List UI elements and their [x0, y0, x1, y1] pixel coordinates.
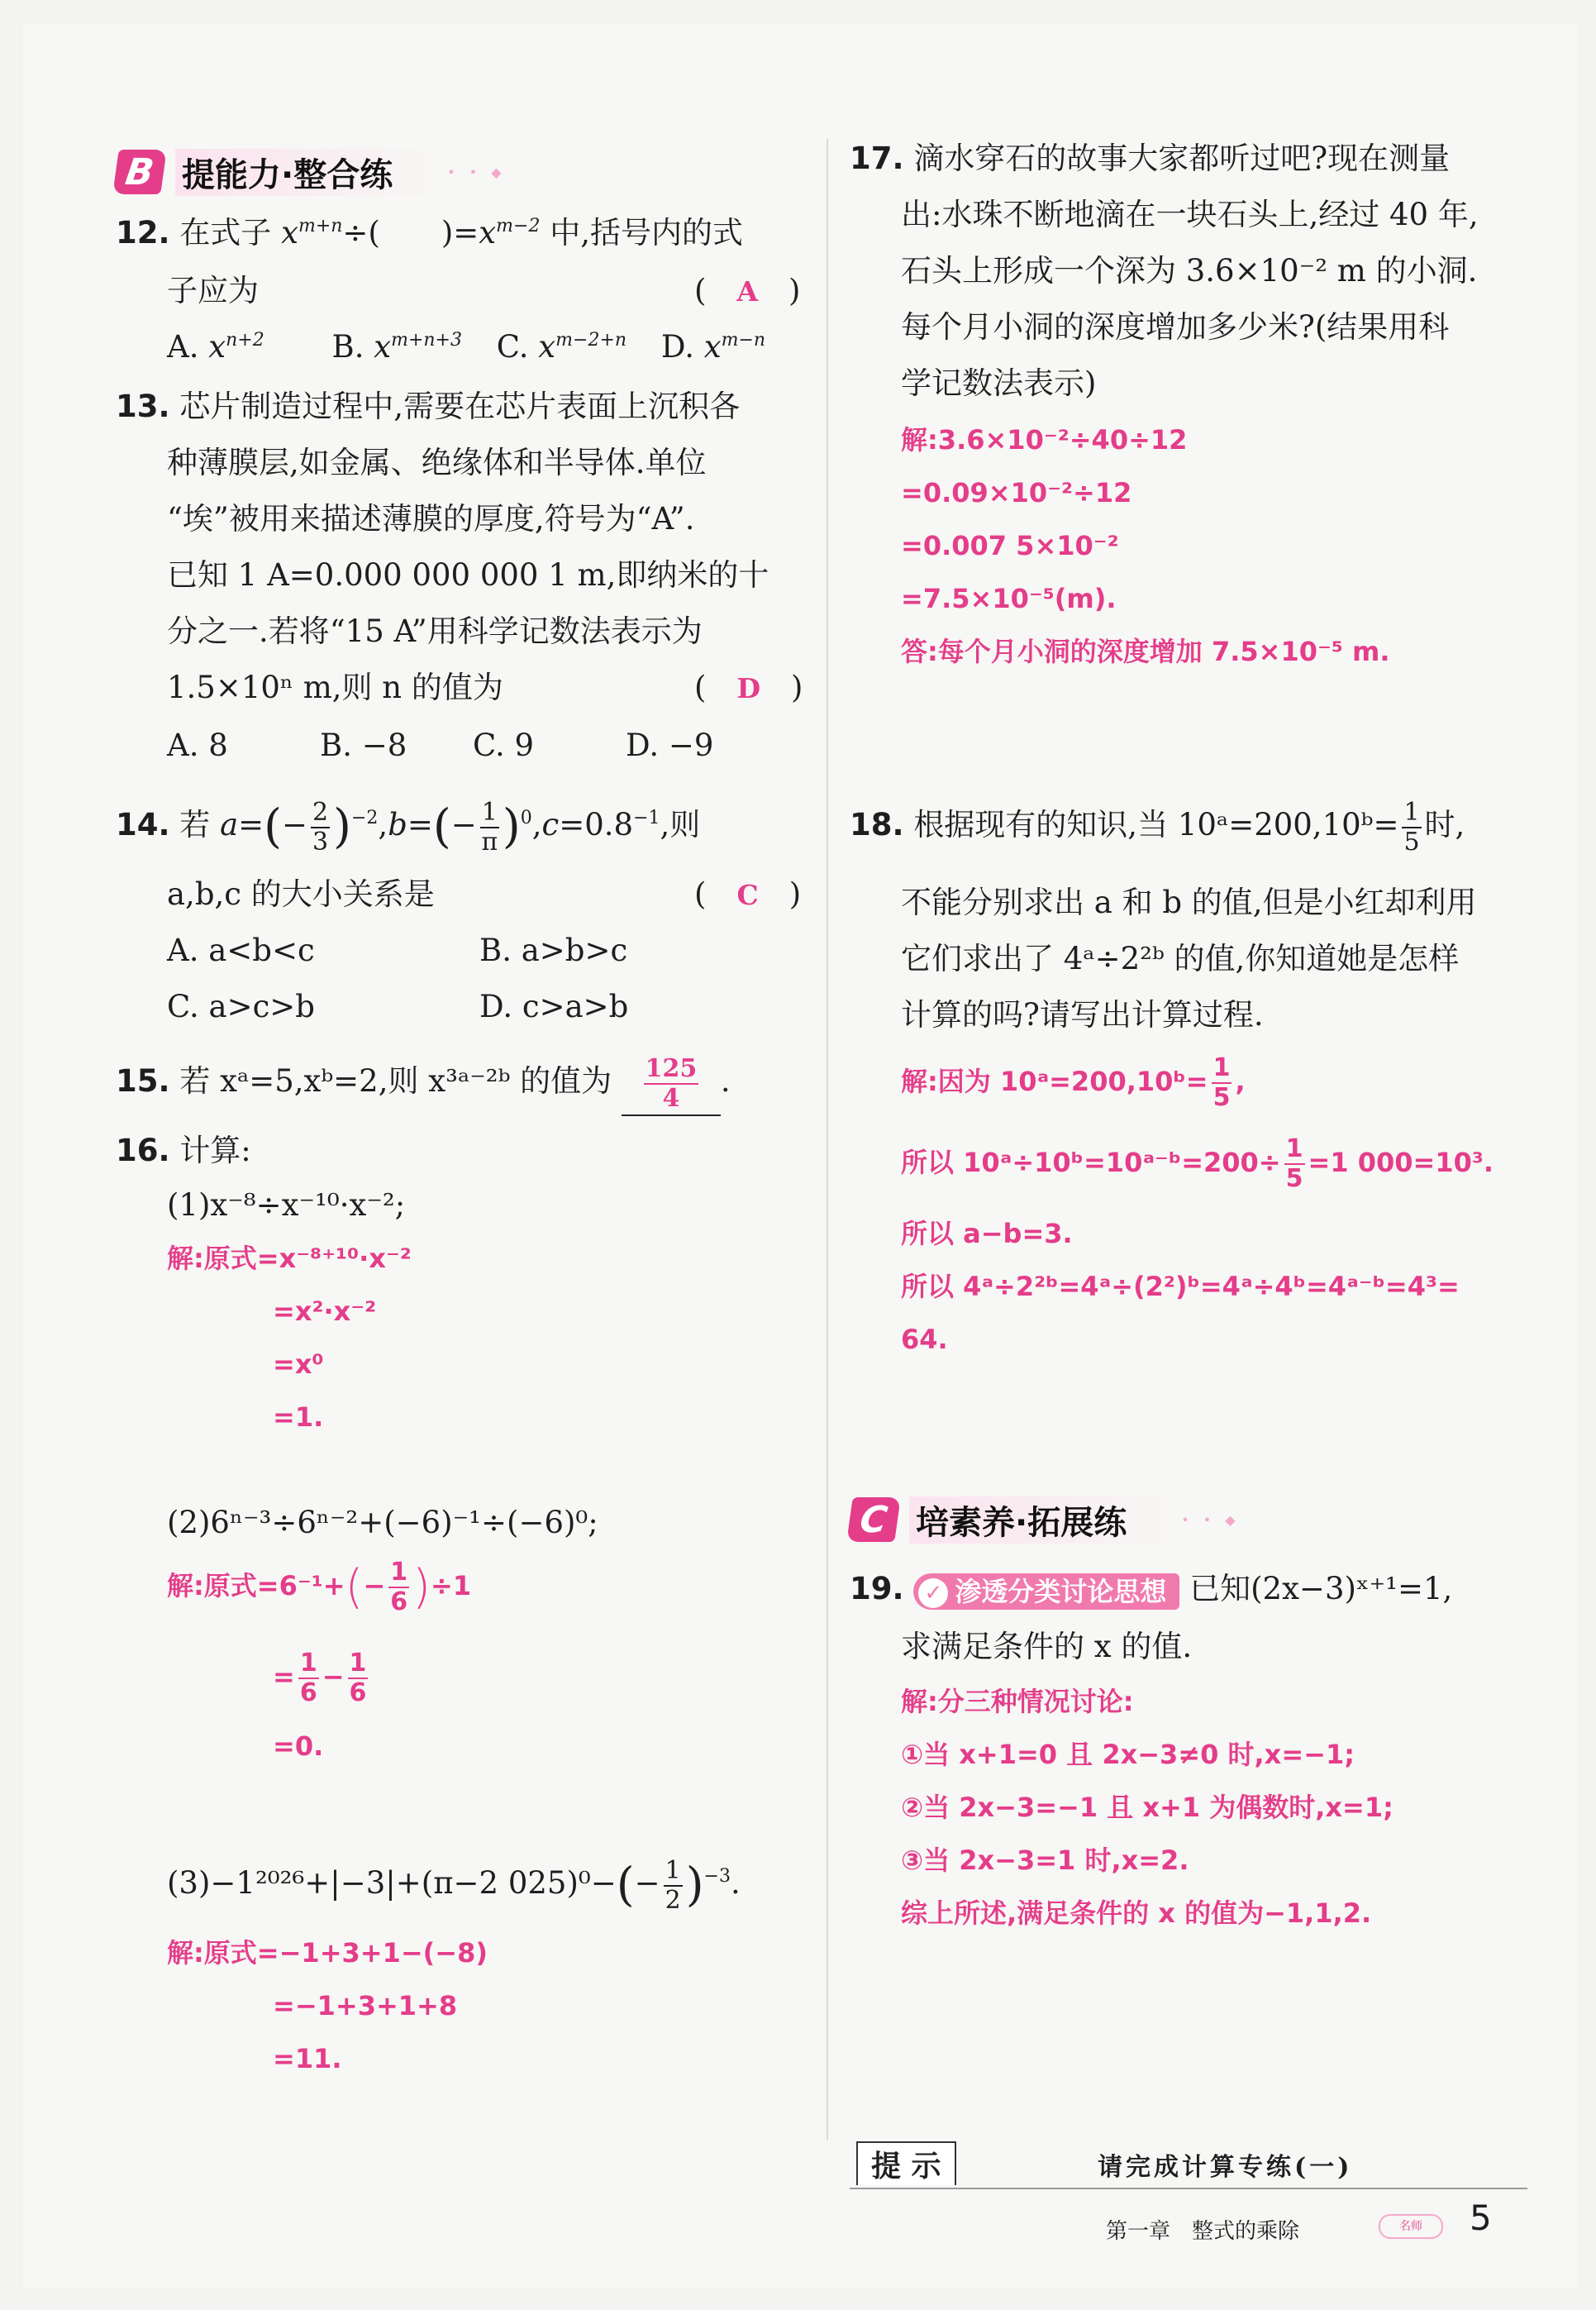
q16-s3-line3: =11.: [273, 2043, 342, 2074]
hint-label: 提 示: [856, 2141, 956, 2185]
q17-line-1: 17. 滴水穿石的故事大家都听过吧?现在测量: [850, 141, 1451, 176]
q12-answer: ( A ): [694, 273, 801, 308]
q17-sol-5: 答:每个月小洞的深度增加 7.5×10⁻⁵ m.: [901, 636, 1390, 667]
q18-sol-1: 解:因为 10ᵃ=200,10ᵇ= $\frac{1}{5}$ ,: [901, 1053, 1246, 1112]
q18-sol-3: 所以 a−b=3.: [901, 1218, 1073, 1249]
q18-sol-5: 64.: [901, 1324, 948, 1355]
q19-stem-2: 求满足条件的 x 的值.: [901, 1629, 1193, 1664]
q18-sol-4: 所以 4ᵃ÷2²ᵇ=4ᵃ÷(2²)ᵇ=4ᵃ÷4ᵇ=4ᵃ⁻ᵇ=4³=: [901, 1271, 1460, 1302]
q12-stem: 12. 在式子 $x^{m+n}\div$( )$=x^{m-2}$ 中,括号内的式: [116, 215, 743, 251]
right-column: [850, 139, 1527, 2289]
chapter-title: 第一章 整式的乘除: [1106, 2219, 1300, 2244]
section-c-header: [850, 1495, 1241, 1544]
decor-dots: • • ◆: [1181, 1511, 1241, 1528]
q14-option-a: A. a<b<c: [167, 933, 315, 968]
q14-answer: ( C ): [694, 876, 802, 912]
q13-line-4: 已知 1 A=0.000 000 000 1 m,即纳米的十: [167, 557, 769, 593]
q17-line-2: 出:水珠不断地滴在一块石头上,经过 40 年,: [901, 197, 1479, 232]
q13-line-2: 种薄膜层,如金属、绝缘体和半导体.单位: [167, 445, 707, 480]
q16-part1: (1)x⁻⁸÷x⁻¹⁰·x⁻²;: [167, 1187, 406, 1223]
section-c-badge: C: [846, 1497, 901, 1542]
q18-line-2: 不能分别求出 a 和 b 的值,但是小红却利用: [901, 885, 1477, 920]
q19-tag: ✓ 渗透分类讨论思想: [913, 1573, 1179, 1610]
q17-line-5: 学记数法表示): [901, 365, 1097, 401]
section-c-title: 培素养·拓展练: [909, 1496, 1176, 1544]
q19-sol-5: 综上所述,满足条件的 x 的值为−1,1,2.: [901, 1897, 1372, 1929]
q16-s2-line2: = $\frac{1}{6}$ − $\frac{1}{6}$: [273, 1649, 367, 1707]
q14-stem: 14. 若 a=(− $\frac{2}{3}$ )$^{-2}$,b=(− $\frac{1}{\pi}$ )$^0,c=0.8^{-1}$,则: [116, 797, 701, 857]
q12-options: A. $x^{n+2}$ B. $x^{m+n+3}$ C. $x^{m-2+n}$ D. $x^{m-n}$: [167, 329, 766, 365]
q14-option-c: C. a>c>b: [167, 989, 315, 1024]
q19-sol-2: ①当 x+1=0 且 2x−3≠0 时,x=−1;: [901, 1739, 1355, 1770]
hint-text: 请完成计算专练(一): [1098, 2153, 1353, 2182]
q16-s1-line1: 解:原式=x⁻⁸⁺¹⁰·x⁻²: [167, 1243, 412, 1274]
q17-line-4: 每个月小洞的深度增加多少米?(结果用科: [901, 309, 1450, 345]
page: [23, 23, 1577, 2289]
q13-options: A. 8 B. −8 C. 9 D. −9: [167, 728, 714, 763]
q14-line-2: a,b,c 的大小关系是: [167, 876, 435, 912]
check-icon: ✓: [918, 1578, 948, 1608]
q17-sol-3: =0.007 5×10⁻²: [901, 530, 1119, 561]
q15-stem: 15. 若 xᵃ=5,xᵇ=2,则 x³ᵃ⁻²ᵇ 的值为 $\frac{125}{4}$ .: [116, 1048, 731, 1114]
q17-sol-4: =7.5×10⁻⁵(m).: [901, 583, 1117, 614]
q14-option-b: B. a>b>c: [479, 933, 628, 968]
q13-line-3: “埃”被用来描述薄膜的厚度,符号为“A”.: [167, 501, 695, 537]
brand-logo: 名师: [1379, 2214, 1443, 2239]
q16-s3-line1: 解:原式=−1+3+1−(−8): [167, 1937, 488, 1969]
q19-sol-1: 解:分三种情况讨论:: [901, 1686, 1134, 1717]
hint-box: [850, 2140, 1527, 2189]
q13-line-5: 分之一.若将“15 A”用科学记数法表示为: [167, 613, 703, 649]
page-number: 5: [1470, 2198, 1492, 2238]
q13-answer: ( D ): [694, 670, 803, 705]
section-b-header: [116, 147, 507, 197]
q19-stem: 19. ✓ 渗透分类讨论思想 已知(2x−3)ˣ⁺¹=1,: [850, 1569, 1452, 1610]
q17-line-3: 石头上形成一个深为 3.6×10⁻² m 的小洞.: [901, 253, 1478, 289]
q16-part2: (2)6ⁿ⁻³÷6ⁿ⁻²+(−6)⁻¹÷(−6)⁰;: [167, 1505, 598, 1540]
q13-line-6: 1.5×10ⁿ m,则 n 的值为: [167, 670, 503, 705]
q12-stem-2: 子应为: [167, 273, 259, 308]
section-b-badge: B: [112, 150, 167, 194]
q17-sol-2: =0.09×10⁻²÷12: [901, 477, 1132, 508]
q19-sol-4: ③当 2x−3=1 时,x=2.: [901, 1845, 1189, 1876]
section-b-title: 提能力·整合练: [175, 149, 442, 196]
q18-line-1: 18. 根据现有的知识,当 10ᵃ=200,10ᵇ= $\frac{1}{5}$ 时,: [850, 797, 1465, 857]
q17-sol-1: 解:3.6×10⁻²÷40÷12: [901, 424, 1188, 456]
q16-s2-line1: 解:原式=6⁻¹+(− $\frac{1}{6}$ )÷1: [167, 1558, 472, 1616]
column-divider: [827, 139, 828, 2140]
q18-line-4: 计算的吗?请写出计算过程.: [901, 997, 1264, 1033]
q16-title: 16. 计算:: [116, 1133, 251, 1168]
q13-line-1: 13. 芯片制造过程中,需要在芯片表面上沉积各: [116, 389, 741, 424]
q16-part3: (3)−1²⁰²⁶+|−3|+(π−2 025)⁰−(− $\frac{1}{2}$ )$^{-3}$.: [167, 1855, 741, 1915]
q18-sol-2: 所以 10ᵃ÷10ᵇ=10ᵃ⁻ᵇ=200÷ $\frac{1}{5}$ =1 000=10³.: [901, 1134, 1494, 1193]
decor-dots: • • ◆: [447, 164, 507, 180]
q16-s1-line4: =1.: [273, 1401, 324, 1433]
q16-s1-line2: =x²·x⁻²: [273, 1296, 377, 1327]
q18-line-3: 它们求出了 4ᵃ÷2²ᵇ 的值,你知道她是怎样: [901, 941, 1460, 976]
q16-s2-line3: =0.: [273, 1730, 324, 1762]
q19-sol-3: ②当 2x−3=−1 且 x+1 为偶数时,x=1;: [901, 1792, 1394, 1823]
left-column: [116, 147, 827, 2289]
q16-s1-line3: =x⁰: [273, 1348, 324, 1380]
q14-option-d: D. c>a>b: [479, 989, 629, 1024]
q16-s3-line2: =−1+3+1+8: [273, 1990, 458, 2021]
